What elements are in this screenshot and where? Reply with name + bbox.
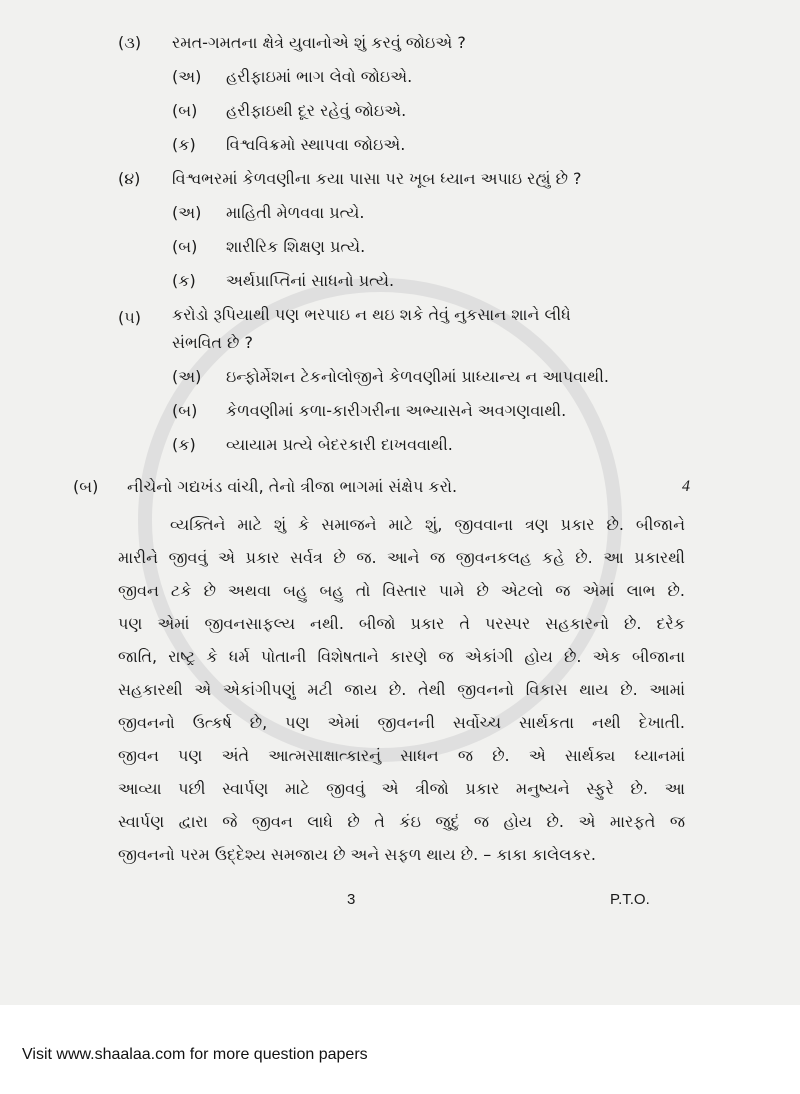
question-number: (૫) <box>118 308 141 327</box>
question-text-continued: સંભવિત છે ? <box>172 333 253 352</box>
paragraph-line: સહકારથી એ એકાંગીપણું મટી જાય છે. તેથી જીવનનો વિકાસ થાય છે. આમાં <box>118 680 685 699</box>
option-row <box>0 428 800 462</box>
option-text: અર્થપ્રાપ્તિનાં સાધનો પ્રત્યે. <box>226 271 395 290</box>
paragraph-line: જીવન પણ અંતે આત્મસાક્ષાત્કારનું સાધન જ છે. એ સાર્થક્ય ધ્યાનમાં <box>118 746 685 765</box>
question-text: કરોડો રૂપિયાથી પણ ભરપાઇ ન થઇ શકે તેવું નુકસાન શાને લીધે <box>172 305 571 324</box>
paragraph-line: જીવનનો ઉત્કર્ષ છે, પણ એમાં જીવનની સર્વોચ્ચ સાર્થકતા નથી દેખાતી. <box>118 713 685 732</box>
option-text: શારીરિક શિક્ષણ પ્રત્યે. <box>226 237 366 256</box>
question-number: (૪) <box>118 169 141 188</box>
option-label: (ક) <box>172 135 196 154</box>
option-row <box>0 60 800 94</box>
question-row <box>0 298 800 360</box>
option-label: (ક) <box>172 435 196 454</box>
paragraph-line: પણ એમાં જીવનસાફલ્ય નથી. બીજો પ્રકાર તે પરસ્પર સહકારનો છે. દરેક <box>118 614 685 633</box>
question-text: વિશ્વભરમાં કેળવણીના કયા પાસા પર ખૂબ ધ્યાન અપાઇ રહ્યું છે ? <box>172 169 582 188</box>
question-number: (૩) <box>118 33 142 52</box>
paragraph-line: મારીને જીવવું એ પ્રકાર સર્વત્ર છે જ. આને જ જીવનકલહ કહે છે. આ પ્રકારથી <box>118 548 685 567</box>
option-row <box>0 94 800 128</box>
option-text: હરીફાઇથી દૂર રહેવું જોઇએ. <box>226 101 407 120</box>
option-text: વિશ્વવિક્રમો સ્થાપવા જોઇએ. <box>226 135 406 154</box>
question-text: રમત-ગમતના ક્ષેત્રે યુવાનોએ શું કરવું જોઇએ ? <box>172 33 466 52</box>
option-label: (બ) <box>172 237 198 256</box>
option-text: ઇન્ફોર્મેશન ટેકનોલોજીને કેળવણીમાં પ્રાધ્યાન્ય ન આપવાથી. <box>226 367 609 386</box>
option-label: (અ) <box>172 367 202 386</box>
option-row <box>0 360 800 394</box>
paragraph-line: જીવનનો પરમ ઉદ્દેશ્ય સમજાય છે અને સફળ થાય છે. – કાકા કાલેલકર. <box>118 845 596 864</box>
section-label: (બ) <box>73 477 99 496</box>
paragraph-line: આવ્યા પછી સ્વાર્પણ માટે જીવવું એ ત્રીજો પ્રકાર મનુષ્યને સ્ફુરે છે. આ <box>118 779 685 798</box>
option-label: (ક) <box>172 271 196 290</box>
question-row <box>0 26 800 60</box>
option-row <box>0 264 800 298</box>
paragraph-line: જીવન ટકે છે અથવા બહુ બહુ તો વિસ્તાર પામે છે એટલો જ એમાં લાભ છે. <box>118 581 685 600</box>
paragraph-line: જાતિ, રાષ્ટ્ર કે ધર્મ પોતાની વિશેષતાને કારણે જ એકાંગી હોય છે. એક બીજાના <box>118 647 685 666</box>
option-text: હરીફાઇમાં ભાગ લેવો જોઇએ. <box>226 67 413 86</box>
option-row <box>0 394 800 428</box>
paragraph-line: સ્વાર્પણ દ્વારા જે જીવન લાધે છે તે કંઇ જુદું જ હોય છે. એ મારફતે જ <box>118 812 685 831</box>
option-row <box>0 230 800 264</box>
option-row <box>0 196 800 230</box>
option-label: (બ) <box>172 401 198 420</box>
page-footer-row <box>0 885 800 915</box>
page-number: 3 <box>347 891 356 908</box>
paragraph-line: વ્યક્તિને માટે શું કે સમાજને માટે શું, જીવવાના ત્રણ પ્રકાર છે. બીજાને <box>170 515 685 534</box>
question-row <box>0 162 800 196</box>
section-row <box>0 470 800 504</box>
option-label: (અ) <box>172 67 202 86</box>
option-text: માહિતી મેળવવા પ્રત્યે. <box>226 203 365 222</box>
footer-text: Visit www.shaalaa.com for more question papers <box>22 1046 368 1063</box>
option-text: વ્યાયામ પ્રત્યે બેદરકારી દાખવવાથી. <box>226 435 453 454</box>
option-row <box>0 128 800 162</box>
option-label: (બ) <box>172 101 198 120</box>
passage <box>118 508 685 871</box>
option-label: (અ) <box>172 203 202 222</box>
section-instruction: નીચેનો ગદ્યખંડ વાંચી, તેનો ત્રીજા ભાગમાં સંક્ષેપ કરો. <box>127 477 458 496</box>
option-text: કેળવણીમાં કળા-કારીગરીના અભ્યાસને અવગણવાથી. <box>226 401 567 420</box>
pto-label: P.T.O. <box>610 891 650 908</box>
marks: 4 <box>682 478 690 495</box>
